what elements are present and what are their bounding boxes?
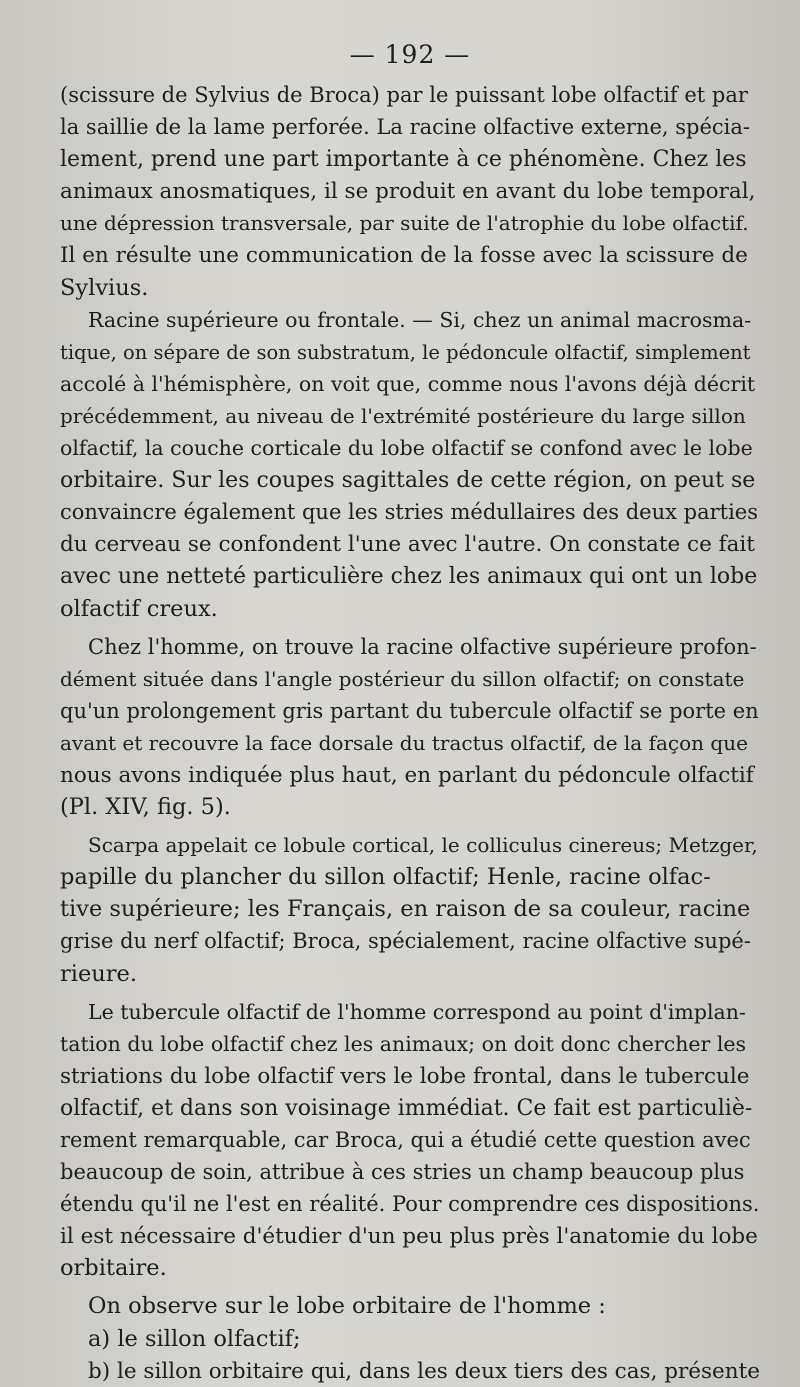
text-line: il est nécessaire d'étudier d'un peu plus près l'anatomie du lobe — [60, 1224, 758, 1250]
text-line: étendu qu'il ne l'est en réalité. Pour comprendre ces dispositions. — [60, 1192, 760, 1217]
text-line: Sylvius. — [60, 274, 149, 301]
paragraph-lobe-orbitaire — [60, 1290, 760, 1386]
text-line: lement, prend une part importante à ce phénomène. Chez les — [60, 147, 747, 173]
paragraph-tubercule — [60, 996, 760, 1285]
text-line: (Pl. XIV, fig. 5). — [60, 794, 231, 821]
paragraph-racine-superieure — [60, 304, 760, 625]
list-item: a) le sillon olfactif; — [88, 1325, 301, 1352]
text-line: grise du nerf olfactif; Broca, spécialement, racine olfactive supé- — [60, 929, 751, 954]
text-line: orbitaire. — [60, 1255, 167, 1282]
text-line: avant et recouvre la face dorsale du tractus olfactif, de la façon que — [60, 730, 748, 755]
text-line: olfactif creux. — [60, 595, 218, 622]
text-line: tive supérieure; les Français, en raison de sa couleur, racine — [60, 896, 751, 923]
text-line: orbitaire. Sur les coupes sagittales de cette région, on peut se — [60, 468, 756, 494]
paragraph-scarpa — [60, 829, 760, 989]
text-line: la saillie de la lame perforée. La racine olfactive externe, spécia- — [60, 115, 751, 140]
paragraph-chez-homme — [60, 631, 760, 824]
text-line: une dépression transversale, par suite de l'atrophie du lobe olfactif. — [60, 211, 749, 236]
text-line: Racine supérieure ou frontale. — Si, chez un animal macrosma- — [88, 307, 752, 332]
text-line: beaucoup de soin, attribue à ces stries un champ beaucoup plus — [60, 1160, 745, 1185]
text-line: convaincre également que les stries médullaires des deux parties — [60, 500, 758, 525]
text-line: Le tubercule olfactif de l'homme correspond au point d'implan- — [88, 999, 746, 1024]
text-line: nous avons indiquée plus haut, en parlant du pédoncule olfactif — [60, 762, 754, 788]
text-line: animaux anosmatiques, il se produit en avant du lobe temporal, — [60, 179, 756, 205]
text-line: tation du lobe olfactif chez les animaux; on doit donc chercher les — [60, 1031, 747, 1056]
paragraph-1 — [60, 79, 760, 304]
text-line: qu'un prolongement gris partant du tubercule olfactif se porte en — [60, 698, 759, 723]
text-line: olfactif, et dans son voisinage immédiat. Ce fait est particuliè- — [60, 1095, 753, 1121]
text-line: du cerveau se confondent l'une avec l'autre. On constate ce fait — [60, 532, 755, 558]
text-line: olfactif, la couche corticale du lobe olfactif se confond avec le lobe — [60, 436, 753, 461]
text-line: Il en résulte une communication de la fosse avec la scissure de — [60, 243, 748, 269]
text-line: striations du lobe olfactif vers le lobe frontal, dans le tubercule — [60, 1063, 750, 1089]
text-line: dément située dans l'angle postérieur du sillon olfactif; on constate — [60, 666, 745, 691]
text-line: rieure. — [60, 960, 137, 987]
text-line: tique, on sépare de son substratum, le pédoncule olfactif, simplement — [60, 340, 751, 364]
page-number: — 192 — — [349, 40, 471, 69]
text-line: Chez l'homme, on trouve la racine olfactive supérieure profon- — [88, 634, 757, 659]
text-line: papille du plancher du sillon olfactif; Henle, racine olfac- — [60, 864, 711, 891]
text-line: avec une netteté particulière chez les animaux qui ont un lobe — [60, 564, 758, 590]
text-line: (scissure de Sylvius de Broca) par le puissant lobe olfactif et par — [60, 83, 748, 107]
text-line: rement remarquable, car Broca, qui a étudié cette question avec — [60, 1128, 751, 1152]
text-line: précédemment, au niveau de l'extrémité postérieure du large sillon — [60, 403, 746, 428]
list-item: b) le sillon orbitaire qui, dans les deux tiers des cas, présente — [88, 1358, 760, 1384]
text-line: On observe sur le lobe orbitaire de l'homme : — [88, 1293, 606, 1320]
text-line: Scarpa appelait ce lobule cortical, le colliculus cinereus; Metzger, — [88, 833, 758, 858]
text-line: accolé à l'hémisphère, on voit que, comme nous l'avons déjà décrit — [60, 371, 756, 396]
